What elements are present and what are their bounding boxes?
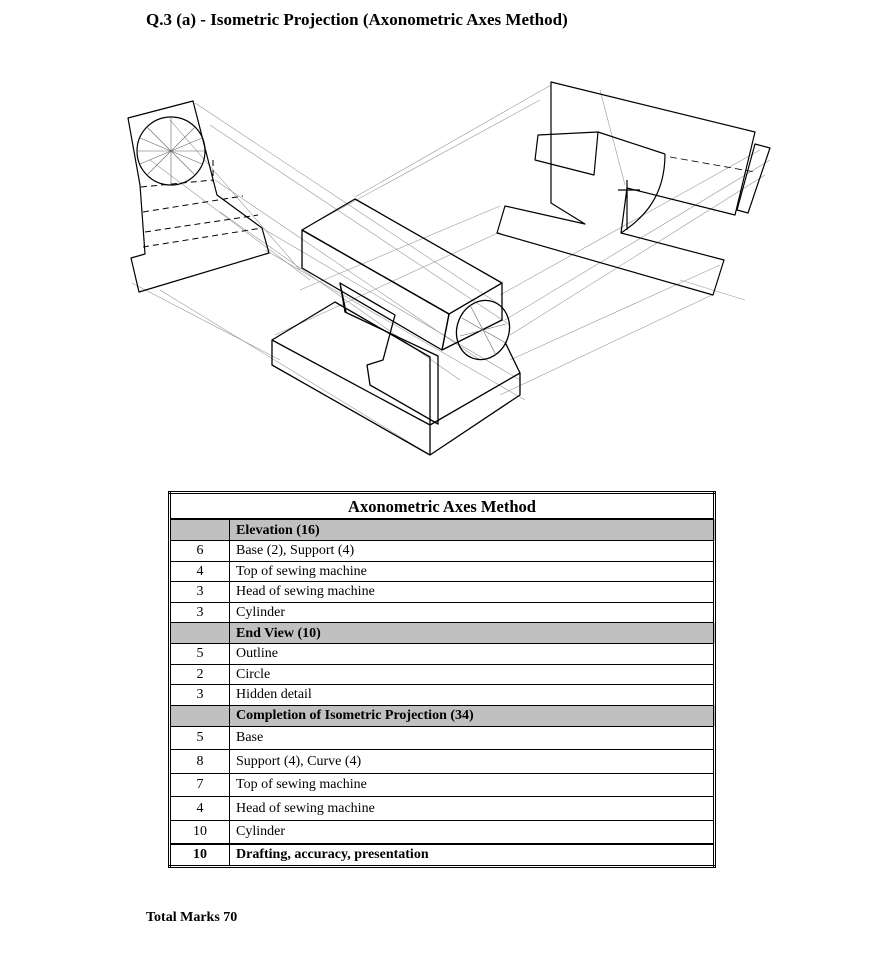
- marks-cell: 3: [170, 602, 230, 623]
- projection-lines: [132, 85, 770, 455]
- isometric-object: [272, 199, 520, 455]
- marks-cell: 8: [170, 750, 230, 774]
- item-cell: Top of sewing machine: [230, 561, 715, 582]
- table-row: [170, 773, 715, 797]
- table-heading: Axonometric Axes Method: [170, 493, 715, 520]
- item-cell: Drafting, accuracy, presentation: [230, 844, 715, 866]
- marks-cell: 4: [170, 797, 230, 821]
- table-row: [170, 582, 715, 603]
- page-title: Q.3 (a) - Isometric Projection (Axonometric Axes Method): [146, 10, 568, 29]
- total-marks: Total Marks 70: [146, 910, 238, 925]
- item-cell: Support (4), Curve (4): [230, 750, 715, 774]
- section-row: [170, 519, 715, 541]
- item-cell: Hidden detail: [230, 685, 715, 706]
- marks-cell: 2: [170, 664, 230, 685]
- marks-cell: 3: [170, 582, 230, 603]
- elevation-view: [497, 82, 770, 295]
- item-cell: Base: [230, 726, 715, 750]
- item-cell: Top of sewing machine: [230, 773, 715, 797]
- marks-cell: 10: [170, 844, 230, 866]
- item-cell: Cylinder: [230, 820, 715, 844]
- table-row: [170, 797, 715, 821]
- section-title: End View (10): [230, 623, 715, 644]
- marks-cell: 3: [170, 685, 230, 706]
- section-row: [170, 623, 715, 644]
- table-row: [170, 750, 715, 774]
- item-cell: Head of sewing machine: [230, 797, 715, 821]
- marks-cell: 10: [170, 820, 230, 844]
- marks-cell: 4: [170, 561, 230, 582]
- isometric-drawing: [0, 0, 892, 480]
- section-row: [170, 705, 715, 726]
- item-cell: Outline: [230, 644, 715, 665]
- section-title: Elevation (16): [230, 519, 715, 541]
- item-cell: Base (2), Support (4): [230, 541, 715, 562]
- table-row: [170, 602, 715, 623]
- item-cell: Circle: [230, 664, 715, 685]
- table-row: [170, 664, 715, 685]
- section-title: Completion of Isometric Projection (34): [230, 705, 715, 726]
- table-row: [170, 541, 715, 562]
- item-cell: Cylinder: [230, 602, 715, 623]
- table-row: [170, 561, 715, 582]
- table-row: [170, 685, 715, 706]
- table-row: [170, 726, 715, 750]
- marks-cell: 5: [170, 726, 230, 750]
- table-row: [170, 644, 715, 665]
- marking-scheme-table: [168, 491, 716, 868]
- marks-cell: 5: [170, 644, 230, 665]
- marks-cell: 7: [170, 773, 230, 797]
- table-heading-row: [170, 493, 715, 520]
- final-row: [170, 844, 715, 866]
- table-row: [170, 820, 715, 844]
- marks-cell: 6: [170, 541, 230, 562]
- item-cell: Head of sewing machine: [230, 582, 715, 603]
